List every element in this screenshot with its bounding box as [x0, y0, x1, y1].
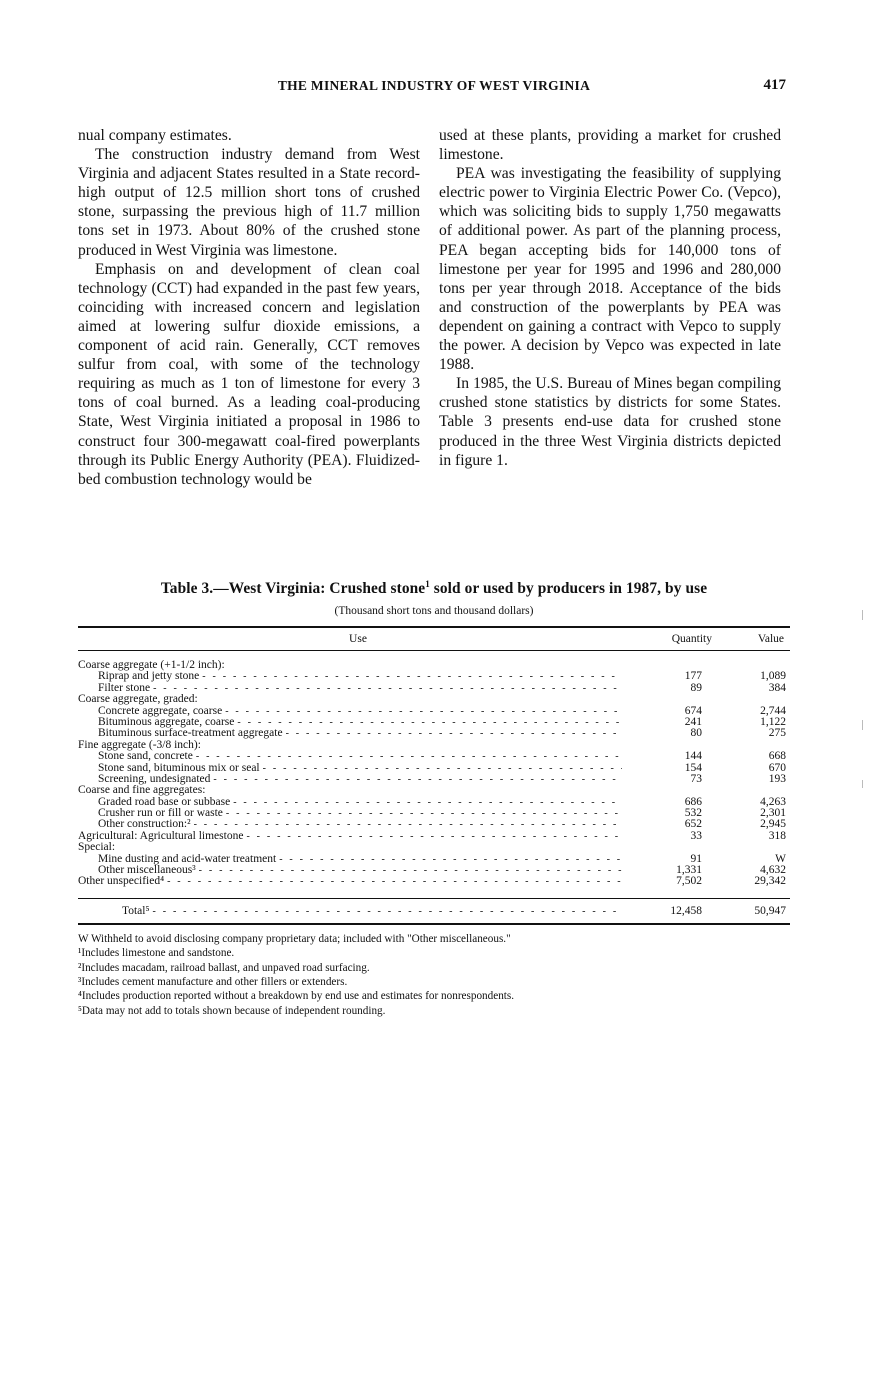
total-quantity: 12,458: [670, 904, 702, 917]
use-cell: [78, 808, 622, 819]
use-cell: [78, 774, 622, 785]
value-cell: 2,301: [760, 807, 786, 820]
value-cell: 4,263: [760, 795, 786, 808]
use-label: Concrete aggregate, coarse: [98, 705, 223, 717]
table-row: [78, 751, 790, 762]
total-label-cell: [78, 905, 622, 917]
quantity-cell: 1,331: [676, 864, 702, 877]
dot-leader: [225, 706, 622, 717]
dot-leader: [167, 876, 622, 887]
use-cell: [78, 660, 622, 671]
value-cell: 275: [768, 727, 786, 740]
footnote-1: ¹Includes limestone and sandstone.: [78, 947, 235, 960]
use-label: Stone sand, bituminous mix or seal: [98, 762, 260, 774]
dot-leader: [226, 808, 622, 819]
use-cell: [78, 728, 622, 739]
table-row: [78, 819, 790, 830]
value-cell: 1,122: [760, 715, 786, 728]
use-label: Screening, undesignated: [98, 773, 211, 785]
table-row: [78, 660, 790, 671]
running-head: [78, 78, 790, 100]
use-label: Other miscellaneous³: [98, 865, 196, 877]
quantity-cell: 241: [684, 715, 702, 728]
quantity-cell: 154: [684, 761, 702, 774]
use-cell: [78, 751, 622, 762]
use-cell: [78, 694, 622, 705]
dot-leader: [213, 774, 622, 785]
column-header-quantity: Quantity: [671, 633, 712, 645]
table-title: [78, 580, 790, 598]
use-cell: [78, 854, 622, 865]
footnote-4: ⁴Includes production reported without a breakdown by end use and estimates for nonrespondents.: [78, 990, 515, 1003]
use-label: Coarse and fine aggregates:: [78, 785, 206, 797]
use-cell: [78, 819, 622, 830]
quantity-cell: 33: [690, 829, 702, 842]
quantity-cell: 652: [684, 818, 702, 831]
use-label: Other unspecified⁴: [78, 876, 165, 888]
table-row: [78, 774, 790, 785]
body-text: [78, 126, 790, 556]
value-cell: 318: [768, 829, 786, 842]
right-column: [439, 126, 781, 470]
dot-leader: [196, 751, 622, 762]
running-title: THE MINERAL INDUSTRY OF WEST VIRGINIA: [277, 78, 591, 93]
table-row: [78, 683, 790, 694]
footnote-w: W Withheld to avoid disclosing company proprietary data; included with "Other miscellaneous.": [78, 932, 511, 945]
table-row: [78, 797, 790, 808]
paragraph: PEA was investigating the feasibility of supplying electric power to Virginia Electric Power Co. (Vepco), which was soliciting bids to supply 1,750 megawatts of additional power. As part of the planning process, PEA began accepting bids for 140,000 tons of limestone per year for 1995 and 1996 and 280,000 tons per year through 2018. Acceptance of the bids and construction of the powerplants by PEA was dependent on gaining a contract with Vepco to supply the power. A decision by Vepco was expected in late 1988.: [439, 165, 781, 374]
use-label: Agricultural: Agricultural limestone: [78, 830, 244, 842]
value-cell: W: [775, 852, 786, 865]
value-cell: 2,744: [760, 704, 786, 717]
value-cell: 29,342: [754, 875, 786, 888]
table-row: [78, 740, 790, 751]
scan-mark: [862, 610, 863, 620]
column-header-value: Value: [757, 633, 784, 645]
table-3: [78, 580, 790, 1018]
dot-leader: [263, 763, 622, 774]
value-cell: 668: [768, 750, 786, 763]
data-table: [78, 626, 790, 925]
paragraph: In 1985, the U.S. Bureau of Mines began compiling crushed stone statistics by districts for some States. Table 3 presents end-use data for crushed stone produced in the three West Virginia districts depicted in figure 1.: [439, 375, 781, 469]
use-label: Special:: [78, 842, 116, 854]
dot-leader: [199, 865, 622, 876]
use-label: Other construction:²: [98, 819, 191, 831]
use-label: Coarse aggregate (+1-1/2 inch):: [78, 659, 225, 671]
left-column: [78, 126, 420, 489]
use-label: Graded road base or subbase: [98, 796, 231, 808]
dot-leader: [286, 728, 622, 739]
table-header: [78, 628, 790, 651]
use-label: Crusher run or fill or waste: [98, 808, 223, 820]
dot-leader: [237, 717, 622, 728]
table-row: [78, 706, 790, 717]
dot-leader: [153, 683, 622, 694]
quantity-cell: 144: [684, 750, 702, 763]
table-body: [78, 651, 790, 894]
table-row: [78, 831, 790, 842]
quantity-cell: 532: [684, 807, 702, 820]
footnote-3: ³Includes cement manufacture and other fillers or extenders.: [78, 976, 348, 989]
table-row: [78, 808, 790, 819]
value-cell: 670: [768, 761, 786, 774]
total-label: Total⁵: [122, 904, 150, 917]
column-header-use: Use: [349, 633, 367, 645]
use-cell: [78, 876, 622, 887]
table-total-row: [78, 898, 790, 923]
use-cell: [78, 785, 622, 796]
quantity-cell: 674: [684, 704, 702, 717]
table-title-footnote-ref: 1: [425, 578, 430, 589]
table-subtitle: (Thousand short tons and thousand dollars): [334, 605, 534, 617]
table-title-main: Table 3.—West Virginia: Crushed stone: [160, 580, 426, 597]
use-label: Bituminous surface-treatment aggregate: [98, 728, 283, 740]
use-label: Stone sand, concrete: [98, 751, 193, 763]
footnote-2: ²Includes macadam, railroad ballast, and unpaved road surfacing.: [78, 961, 370, 974]
value-cell: 4,632: [760, 864, 786, 877]
value-cell: 2,945: [760, 818, 786, 831]
page-number: 417: [763, 77, 786, 93]
use-cell: [78, 683, 622, 694]
use-cell: [78, 763, 622, 774]
footnote-5: ⁵Data may not add to totals shown because of independent rounding.: [78, 1004, 386, 1017]
table-row: [78, 842, 790, 853]
quantity-cell: 80: [690, 727, 702, 740]
scan-mark: [862, 780, 863, 788]
use-label: Riprap and jetty stone: [98, 671, 200, 683]
use-cell: [78, 740, 622, 751]
table-row: [78, 671, 790, 682]
dot-leader: [279, 854, 622, 865]
paragraph: used at these plants, providing a market for crushed limestone.: [439, 127, 781, 164]
use-label: Bituminous aggregate, coarse: [98, 716, 235, 728]
value-cell: 1,089: [760, 670, 786, 683]
value-cell: 193: [768, 772, 786, 785]
use-cell: [78, 717, 622, 728]
quantity-cell: 73: [690, 772, 702, 785]
table-footnotes: [78, 932, 790, 1018]
table-row: [78, 876, 790, 887]
total-value: 50,947: [754, 904, 786, 917]
dot-leader: [202, 671, 622, 682]
table-row: [78, 728, 790, 739]
quantity-cell: 89: [690, 681, 702, 694]
use-cell: [78, 671, 622, 682]
value-cell: 384: [768, 681, 786, 694]
use-cell: [78, 865, 622, 876]
dot-leader: [152, 906, 622, 917]
table-row: [78, 694, 790, 705]
table-row: [78, 763, 790, 774]
quantity-cell: 91: [690, 852, 702, 865]
table-row: [78, 717, 790, 728]
paragraph: Emphasis on and development of clean coal technology (CCT) had expanded in the past few years, coinciding with increased concern and legislation aimed at lowering sulfur dioxide emissions, a component of acid rain. Generally, CCT removes sulfur from coal, with some of the technology requiring as much as 1 ton of limestone for every 3 tons of coal burned. As a leading coal-producing State, West Virginia initiated a proposal in 1986 to construct four 300-megawatt coal-fired powerplants through its Public Energy Authority (PEA). Fluidized-bed combustion technology would be: [78, 260, 420, 488]
quantity-cell: 177: [684, 670, 702, 683]
scan-mark: [862, 720, 863, 730]
dot-leader: [194, 819, 622, 830]
quantity-cell: 686: [684, 795, 702, 808]
quantity-cell: 7,502: [676, 875, 702, 888]
use-label: Coarse aggregate, graded:: [78, 694, 198, 706]
use-cell: [78, 706, 622, 717]
use-label: Mine dusting and acid-water treatment: [98, 853, 277, 865]
use-label: Filter stone: [98, 682, 151, 694]
use-cell: [78, 797, 622, 808]
use-cell: [78, 842, 622, 853]
use-label: Fine aggregate (-3/8 inch):: [78, 739, 201, 751]
dot-leader: [246, 831, 622, 842]
paragraph: The construction industry demand from West Virginia and adjacent States resulted in a State record-high output of 12.5 million short tons of crushed stone, surpassing the previous high of 11.7 million tons set in 1973. About 80% of the crushed stone produced in West Virginia was limestone.: [78, 146, 420, 259]
table-row: [78, 785, 790, 796]
paragraph: nual company estimates.: [78, 127, 232, 144]
table-title-rest: sold or used by producers in 1987, by use: [429, 580, 708, 597]
use-cell: [78, 831, 622, 842]
dot-leader: [233, 797, 622, 808]
